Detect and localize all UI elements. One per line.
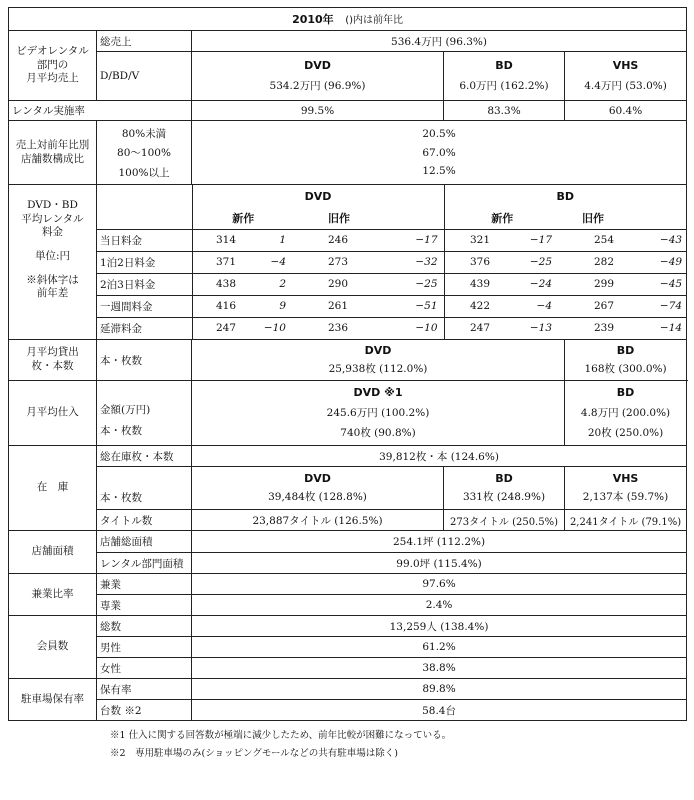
purchase-labels (97, 381, 192, 446)
section-line: DVD・BD (27, 199, 78, 211)
bd-new-price: 439 (444, 273, 506, 295)
title-year: 2010年 (292, 13, 334, 26)
rental-statistics-table (8, 7, 687, 721)
members-total-label: 総数 (97, 616, 192, 637)
purchase-count-label: 本・枚数 (100, 425, 142, 438)
purchase-bd (565, 381, 687, 446)
dvd-new-price: 314 (192, 229, 244, 251)
price-row-label: 一週間料金 (97, 295, 192, 317)
monthly-rental-dvd-header: DVD (364, 344, 392, 357)
ratio-value: 20.5% (422, 127, 456, 140)
footnote-1: ※1 仕入に関する回答数が極端に減少したため、前年比較が困難になっている。 (110, 730, 452, 741)
dvd-new-diff: −10 (244, 317, 294, 339)
members-female-label: 女性 (97, 658, 192, 679)
inventory-count-label: 本・枚数 (97, 467, 192, 510)
rental-area-label: レンタル部門面積 (97, 553, 192, 574)
monthly-rental-dvd (192, 340, 565, 381)
section-monthly-purchase: 月平均仕入 (9, 381, 97, 446)
price-unit: 単位:円 (34, 249, 71, 262)
inventory-total-value: 39,812枚・本 (124.6%) (192, 446, 687, 467)
section-side-business: 兼業比率 (9, 574, 97, 616)
dvd-new-diff: 2 (244, 273, 294, 295)
ratio-label: 80%未満 (121, 127, 167, 140)
inventory-bd-count: 331枚 (248.9%) (462, 491, 546, 504)
parking-count-label: 台数 ※2 (97, 700, 192, 721)
inventory-title-bd: 273タイトル (250.5%) (444, 510, 565, 531)
monthly-rental-bd-header: BD (616, 344, 635, 357)
dvd-sales-value: 534.2万円 (96.9%) (269, 80, 366, 93)
price-row (97, 273, 686, 295)
rental-area-value: 99.0坪 (115.4%) (192, 553, 687, 574)
dvd-old-price: 236 (294, 317, 356, 339)
dvd-old-diff: −17 (356, 229, 444, 251)
bd-new-diff: −17 (506, 229, 560, 251)
dvd-old-price: 290 (294, 273, 356, 295)
members-male-label: 男性 (97, 637, 192, 658)
bd-new-diff: −4 (506, 295, 560, 317)
ratio-label: 100%以上 (118, 166, 170, 179)
dvd-new-price: 247 (192, 317, 244, 339)
dvd-new-diff: 1 (244, 229, 294, 251)
bd-old-price: 239 (560, 317, 622, 339)
monthly-rental-bd (565, 340, 687, 381)
total-sales-value: 536.4万円 (96.3%) (192, 31, 687, 52)
section-line: 店舗数構成比 (21, 152, 84, 165)
section-line: 売上対前年比別 (15, 138, 90, 151)
bd-old-header: 旧作 (582, 211, 605, 225)
section-store-area: 店舗面積 (9, 531, 97, 574)
section-members: 会員数 (9, 616, 97, 679)
dvd-sales-cell (192, 52, 444, 101)
store-total-area-label: 店舗総面積 (97, 531, 192, 553)
footnotes (8, 727, 686, 763)
inventory-dvd-count: 39,484枚 (128.8%) (268, 491, 367, 504)
dvd-new-price: 438 (192, 273, 244, 295)
side-business-value: 97.6% (192, 574, 687, 595)
dvd-new-price: 416 (192, 295, 244, 317)
dvd-old-diff: −25 (356, 273, 444, 295)
store-ratio-values (192, 121, 687, 185)
total-sales-label: 総売上 (97, 31, 192, 52)
dvd-new-diff: 9 (244, 295, 294, 317)
monthly-rental-label: 本・枚数 (97, 340, 192, 381)
inventory-title-dvd: 23,887タイトル (126.5%) (192, 510, 444, 531)
monthly-rental-dvd-value: 25,938枚 (112.0%) (328, 363, 428, 375)
price-rows (97, 229, 686, 339)
dvd-old-header: 旧作 (294, 207, 444, 229)
bd-sales-cell (444, 52, 565, 101)
price-row (97, 317, 686, 339)
purchase-dvd-amount: 245.6万円 (100.2%) (326, 406, 430, 419)
price-row-label: 2泊3日料金 (97, 273, 192, 295)
bd-new-diff: −24 (506, 273, 560, 295)
price-bd-header: BD (556, 189, 575, 203)
rental-rate-dvd: 99.5% (192, 101, 444, 121)
bd-new-header: 新作 (491, 211, 514, 225)
bd-new-price: 247 (444, 317, 506, 339)
parking-count-value: 58.4台 (192, 700, 687, 721)
bd-old-diff: −74 (622, 295, 686, 317)
purchase-dvd (192, 381, 565, 446)
parking-rate-label: 保有率 (97, 679, 192, 700)
rental-rate-vhs: 60.4% (565, 101, 687, 121)
price-row (97, 295, 686, 317)
ratio-value: 67.0% (422, 146, 456, 159)
price-dvd-header: DVD (192, 185, 444, 207)
price-row (97, 251, 686, 273)
section-store-ratio (9, 121, 97, 185)
section-line: 料金 (42, 226, 63, 239)
inventory-vhs-count: 2,137本 (59.7%) (582, 491, 669, 504)
section-line: 部門の (36, 58, 69, 71)
parking-rate-value: 89.8% (192, 679, 687, 700)
inventory-dvd-header: DVD (304, 471, 331, 485)
bd-old-price: 282 (560, 251, 622, 273)
dvd-old-diff: −51 (356, 295, 444, 317)
dvd-new-price: 371 (192, 251, 244, 273)
purchase-bd-header: BD (616, 386, 635, 400)
dedicated-label: 専業 (97, 595, 192, 616)
purchase-dvd-count: 740枚 (90.8%) (340, 426, 416, 439)
dvd-old-price: 261 (294, 295, 356, 317)
purchase-amount-label: 金額(万円) (100, 403, 151, 416)
dvd-old-diff: −32 (356, 251, 444, 273)
section-monthly-rental (9, 340, 97, 381)
bd-new-price: 422 (444, 295, 506, 317)
dvd-old-price: 246 (294, 229, 356, 251)
price-row-label: 1泊2日料金 (97, 251, 192, 273)
inventory-dvd (192, 467, 444, 510)
bd-new-price: 376 (444, 251, 506, 273)
price-row-label: 延滞料金 (97, 317, 192, 339)
bd-new-diff: −25 (506, 251, 560, 273)
members-male-value: 61.2% (192, 637, 687, 658)
store-ratio-labels (97, 121, 192, 185)
section-line: ビデオレンタル (16, 45, 89, 58)
bd-new-diff: −13 (506, 317, 560, 339)
dvd-new-header: 新作 (232, 211, 255, 225)
dvd-old-price: 273 (294, 251, 356, 273)
section-line: 平均レンタル (21, 212, 84, 225)
inventory-vhs (565, 467, 687, 510)
media-label: D/BD/V (97, 52, 192, 101)
bd-header: BD (495, 58, 513, 72)
price-note: 前年差 (36, 287, 69, 300)
report-container (8, 7, 686, 763)
side-business-label: 兼業 (97, 574, 192, 595)
dvd-old-diff: −10 (356, 317, 444, 339)
members-total-value: 13,259人 (138.4%) (192, 616, 687, 637)
bd-old-price: 254 (560, 229, 622, 251)
purchase-dvd-header: DVD ※1 (353, 386, 403, 400)
bd-old-price: 267 (560, 295, 622, 317)
vhs-header: VHS (612, 58, 639, 72)
bd-old-diff: −45 (622, 273, 686, 295)
title-note: ()内は前年比 (345, 15, 403, 26)
purchase-bd-count: 20枚 (250.0%) (587, 426, 664, 439)
price-row (97, 229, 686, 251)
bd-new-price: 321 (444, 229, 506, 251)
store-total-area-value: 254.1坪 (112.2%) (192, 531, 687, 553)
table-title (9, 8, 687, 31)
price-row-label: 当日料金 (97, 229, 192, 251)
section-video-rental-sales (9, 31, 97, 101)
inventory-vhs-header: VHS (612, 471, 639, 485)
section-parking: 駐車場保有率 (9, 679, 97, 721)
bd-old-diff: −14 (622, 317, 686, 339)
bd-sales-value: 6.0万円 (162.2%) (459, 80, 549, 93)
inventory-title-label: タイトル数 (97, 510, 192, 531)
section-line: 月平均売上 (26, 72, 79, 85)
inventory-total-label: 総在庫枚・本数 (97, 446, 192, 467)
purchase-bd-amount: 4.8万円 (200.0%) (580, 406, 671, 419)
price-grid (97, 185, 687, 340)
dvd-header: DVD (304, 58, 331, 72)
bd-old-price: 299 (560, 273, 622, 295)
rental-rate-bd: 83.3% (444, 101, 565, 121)
members-female-value: 38.8% (192, 658, 687, 679)
monthly-rental-bd-value: 168枚 (300.0%) (584, 363, 667, 375)
inventory-bd-header: BD (495, 471, 513, 485)
section-inventory: 在 庫 (9, 446, 97, 531)
footnote-2: ※2 専用駐車場のみ(ショッピングモールなどの共有駐車場は除く) (110, 748, 399, 760)
inventory-bd (444, 467, 565, 510)
ratio-label: 80～100% (117, 147, 171, 159)
vhs-sales-cell (565, 52, 687, 101)
section-line: 枚・本数 (31, 360, 74, 372)
inventory-title-vhs: 2,241タイトル (79.1%) (565, 510, 687, 531)
dvd-new-diff: −4 (244, 251, 294, 273)
dedicated-value: 2.4% (192, 595, 687, 616)
section-line: 月平均貸出 (26, 346, 79, 359)
bd-old-diff: −49 (622, 251, 686, 273)
section-rental-prices (9, 185, 97, 340)
rental-rate-label: レンタル実施率 (9, 101, 192, 121)
vhs-sales-value: 4.4万円 (53.0%) (584, 80, 667, 93)
bd-old-diff: −43 (622, 229, 686, 251)
ratio-value: 12.5% (422, 165, 456, 178)
price-inner-table (97, 185, 686, 339)
price-note: ※斜体字は (26, 273, 79, 286)
